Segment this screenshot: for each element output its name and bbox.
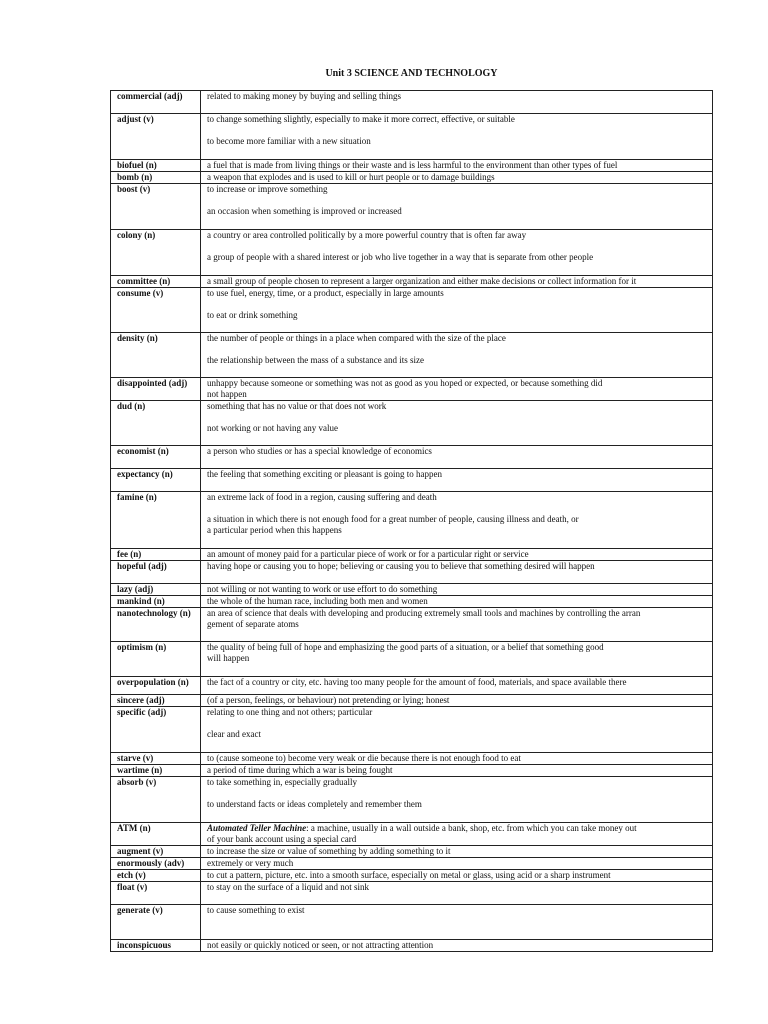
vocab-definition-cell <box>201 707 713 753</box>
vocab-definition: a fuel that is made from living things or their waste and is less harmful to the environment than other types of fuel <box>207 160 618 170</box>
vocab-definition-cell <box>201 905 713 940</box>
table-row <box>111 288 713 333</box>
table-row <box>111 608 713 642</box>
vocab-term: augment (v) <box>111 846 201 858</box>
table-row <box>111 596 713 608</box>
vocab-term: optimism (n) <box>111 642 201 677</box>
table-row <box>111 823 713 846</box>
vocab-definition: a small group of people chosen to represent a larger organization and either make decisions or collect information for it <box>207 276 637 286</box>
vocab-definition: not easily or quickly noticed or seen, or not attracting attention <box>207 940 434 950</box>
table-row <box>111 446 713 469</box>
vocab-term: starve (v) <box>111 753 201 765</box>
table-row <box>111 642 713 677</box>
vocab-definition: : a machine, usually in a wall outside a bank, shop, etc. from which you can take money out of your bank account using a special card <box>207 823 637 844</box>
table-row <box>111 469 713 492</box>
table-row <box>111 492 713 549</box>
vocab-definition: to cut a pattern, picture, etc. into a smooth surface, especially on metal or glass, using acid or a sharp instrument <box>207 870 611 880</box>
table-row <box>111 584 713 596</box>
vocab-definition-cell <box>201 492 713 549</box>
vocab-definition: a person who studies or has a special knowledge of economics <box>207 446 432 456</box>
vocab-term: dud (n) <box>111 401 201 446</box>
vocab-definition-cell <box>201 333 713 378</box>
vocab-definition-cell <box>201 469 713 492</box>
vocab-definition-cell <box>201 870 713 882</box>
vocab-term: nanotechnology (n) <box>111 608 201 642</box>
vocab-definition: something that has no value or that does not work not working or not having any value <box>207 401 387 433</box>
vocab-definition-cell <box>201 401 713 446</box>
vocab-definition: extremely or very much <box>207 858 294 868</box>
vocab-definition-cell <box>201 823 713 846</box>
vocab-term: commercial (adj) <box>111 91 201 114</box>
vocab-definition-cell <box>201 695 713 707</box>
vocab-definition-cell <box>201 114 713 160</box>
vocab-definition: an amount of money paid for a particular piece of work or for a particular right or service <box>207 549 529 559</box>
table-row <box>111 753 713 765</box>
vocab-term: wartime (n) <box>111 765 201 777</box>
vocab-definition: to change something slightly, especially to make it more correct, effective, or suitable to become more familiar with a new situation <box>207 114 515 146</box>
vocab-definition: a weapon that explodes and is used to kill or hurt people or to damage buildings <box>207 172 495 182</box>
vocab-definition: unhappy because someone or something was not as good as you hoped or expected, or because something did not happen <box>207 378 603 399</box>
table-row <box>111 276 713 288</box>
vocab-term: adjust (v) <box>111 114 201 160</box>
table-row <box>111 905 713 940</box>
vocab-term: consume (v) <box>111 288 201 333</box>
table-row <box>111 172 713 184</box>
vocab-term: lazy (adj) <box>111 584 201 596</box>
vocab-term: enormously (adv) <box>111 858 201 870</box>
table-row <box>111 858 713 870</box>
vocabulary-table <box>110 90 713 952</box>
vocab-definition: an extreme lack of food in a region, causing suffering and death a situation in which there is not enough food for a great number of people, causing illness and death, or a particular period when this happens <box>207 492 579 535</box>
vocab-term: etch (v) <box>111 870 201 882</box>
vocabulary-table-body <box>111 91 713 952</box>
table-row <box>111 184 713 230</box>
vocab-definition: to (cause someone to) become very weak or die because there is not enough food to eat <box>207 753 521 763</box>
vocab-term: sincere (adj) <box>111 695 201 707</box>
vocab-term: generate (v) <box>111 905 201 940</box>
vocab-definition-cell <box>201 584 713 596</box>
vocab-definition-cell <box>201 172 713 184</box>
vocab-term: absorb (v) <box>111 777 201 823</box>
vocab-term: disappointed (adj) <box>111 378 201 401</box>
vocab-definition: not willing or not wanting to work or use effort to do something <box>207 584 438 594</box>
table-row <box>111 230 713 276</box>
table-row <box>111 114 713 160</box>
table-row <box>111 846 713 858</box>
vocab-term: boost (v) <box>111 184 201 230</box>
vocab-term: float (v) <box>111 882 201 905</box>
vocab-term: ATM (n) <box>111 823 201 846</box>
vocab-definition-cell <box>201 777 713 823</box>
vocab-definition-cell <box>201 608 713 642</box>
vocab-definition: the whole of the human race, including both men and women <box>207 596 428 606</box>
vocab-definition: the fact of a country or city, etc. having too many people for the amount of food, materials, and space available there <box>207 677 627 687</box>
table-row <box>111 870 713 882</box>
vocab-definition-cell <box>201 677 713 695</box>
page-title: Unit 3 SCIENCE AND TECHNOLOGY <box>325 68 498 79</box>
vocab-definition-cell <box>201 160 713 172</box>
table-row <box>111 765 713 777</box>
table-row <box>111 777 713 823</box>
vocab-definition-cell <box>201 288 713 333</box>
vocab-definition-cell <box>201 446 713 469</box>
vocab-term: colony (n) <box>111 230 201 276</box>
vocab-definition-cell <box>201 184 713 230</box>
table-row <box>111 707 713 753</box>
vocab-term: inconspicuous <box>111 940 201 952</box>
vocab-definition-cell <box>201 378 713 401</box>
vocab-term: hopeful (adj) <box>111 561 201 584</box>
vocab-definition: (of a person, feelings, or behaviour) not pretending or lying; honest <box>207 695 450 705</box>
vocab-definition-cell <box>201 858 713 870</box>
vocab-definition: to cause something to exist <box>207 905 305 915</box>
table-row <box>111 940 713 952</box>
vocab-definition-cell <box>201 561 713 584</box>
vocab-definition: related to making money by buying and selling things <box>207 91 401 101</box>
vocab-definition-cell <box>201 230 713 276</box>
table-row <box>111 882 713 905</box>
vocab-definition: an area of science that deals with developing and producing extremely small tools and machines by controlling the arran gement of separate atoms <box>207 608 641 629</box>
vocab-definition-cell <box>201 596 713 608</box>
vocab-term: biofuel (n) <box>111 160 201 172</box>
vocab-definition: a period of time during which a war is being fought <box>207 765 393 775</box>
table-row <box>111 378 713 401</box>
vocab-term: expectancy (n) <box>111 469 201 492</box>
vocab-definition-cell <box>201 882 713 905</box>
vocab-definition: to stay on the surface of a liquid and not sink <box>207 882 369 892</box>
vocab-definition-cell <box>201 765 713 777</box>
vocab-definition: to take something in, especially gradually to understand facts or ideas completely and remember them <box>207 777 422 809</box>
vocab-term: famine (n) <box>111 492 201 549</box>
vocab-term: committee (n) <box>111 276 201 288</box>
vocab-term: mankind (n) <box>111 596 201 608</box>
vocab-term: specific (adj) <box>111 707 201 753</box>
vocab-term: fee (n) <box>111 549 201 561</box>
vocab-definition: to increase the size or value of something by adding something to it <box>207 846 451 856</box>
vocab-term: density (n) <box>111 333 201 378</box>
vocab-term: overpopulation (n) <box>111 677 201 695</box>
vocab-term: economist (n) <box>111 446 201 469</box>
vocab-definition-cell <box>201 91 713 114</box>
table-row <box>111 561 713 584</box>
vocab-definition-cell <box>201 846 713 858</box>
vocab-definition: relating to one thing and not others; particular clear and exact <box>207 707 373 739</box>
vocab-definition: the number of people or things in a place when compared with the size of the place the relationship between the mass of a substance and its size <box>207 333 506 365</box>
vocab-definition-cell <box>201 753 713 765</box>
vocab-definition: the feeling that something exciting or pleasant is going to happen <box>207 469 442 479</box>
table-row <box>111 160 713 172</box>
vocab-definition-cell <box>201 549 713 561</box>
vocab-definition: having hope or causing you to hope; believing or causing you to believe that something desired will happen <box>207 561 595 571</box>
abbreviation-expansion: Automated Teller Machine <box>207 823 307 833</box>
table-row <box>111 677 713 695</box>
vocab-definition: the quality of being full of hope and emphasizing the good parts of a situation, or a belief that something good will happen <box>207 642 604 663</box>
table-row <box>111 695 713 707</box>
vocab-term: bomb (n) <box>111 172 201 184</box>
vocab-definition: a country or area controlled politically by a more powerful country that is often far away a group of people with a shared interest or job who live together in a way that is separate from other people <box>207 230 594 262</box>
vocab-definition-cell <box>201 276 713 288</box>
vocab-definition: to use fuel, energy, time, or a product, especially in large amounts to eat or drink something <box>207 288 444 320</box>
table-row <box>111 91 713 114</box>
table-row <box>111 549 713 561</box>
vocab-definition: to increase or improve something an occasion when something is improved or increased <box>207 184 402 216</box>
vocab-definition-cell <box>201 642 713 677</box>
table-row <box>111 333 713 378</box>
vocab-definition-cell <box>201 940 713 952</box>
table-row <box>111 401 713 446</box>
